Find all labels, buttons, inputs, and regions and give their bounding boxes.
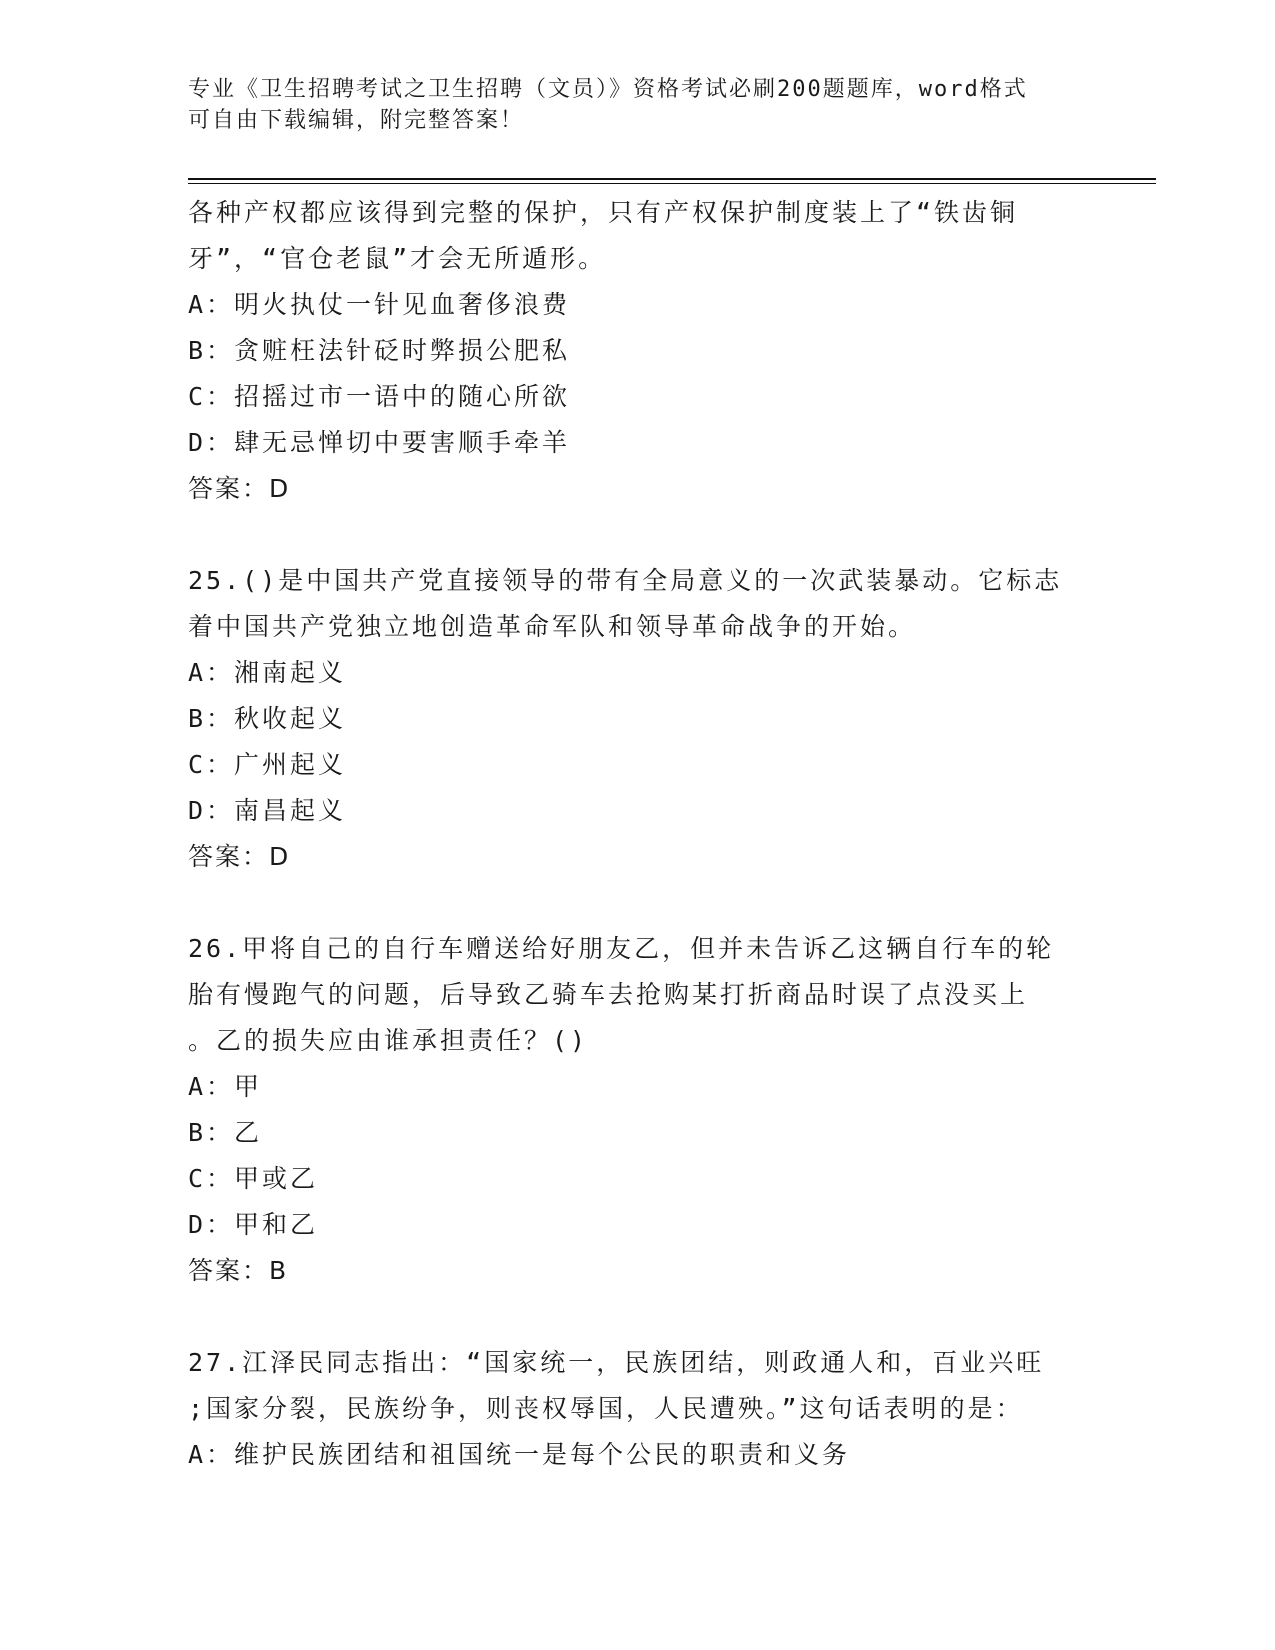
option-d: D：甲和乙 — [188, 1210, 319, 1239]
question-24 — [188, 190, 1088, 512]
header-divider-thick — [188, 178, 1156, 180]
answer-line: 答案：D — [188, 474, 291, 503]
option-a: A：明火执仗一针见血奢侈浪费 — [188, 290, 571, 319]
question-text-line: 牙”，“官仓老鼠”才会无所遁形。 — [188, 244, 607, 273]
answer-line: 答案：D — [188, 842, 291, 871]
question-text-line: 26.甲将自己的自行车赠送给好朋友乙，但并未告诉乙这辆自行车的轮 — [188, 934, 1055, 963]
document-header — [188, 74, 1088, 136]
option-a: A：甲 — [188, 1072, 263, 1101]
option-d: D：南昌起义 — [188, 796, 347, 825]
question-spacer — [188, 880, 1088, 926]
question-spacer — [188, 1294, 1088, 1340]
option-b: B：秋收起义 — [188, 704, 347, 733]
option-b: B：贪赃枉法针砭时弊损公肥私 — [188, 336, 571, 365]
question-text-line: 胎有慢跑气的问题，后导致乙骑车去抢购某打折商品时误了点没买上 — [188, 980, 1029, 1009]
option-c: C：招摇过市一语中的随心所欲 — [188, 382, 571, 411]
question-text-line: 。乙的损失应由谁承担责任？() — [188, 1026, 589, 1055]
answer-line: 答案：B — [188, 1256, 289, 1285]
document-body — [188, 190, 1088, 1478]
question-text-line: 27.江泽民同志指出：“国家统一，民族团结，则政通人和，百业兴旺 — [188, 1348, 1045, 1377]
question-27 — [188, 1340, 1088, 1478]
question-text-line: 着中国共产党独立地创造革命军队和领导革命战争的开始。 — [188, 612, 917, 641]
option-d: D：肆无忌惮切中要害顺手牵羊 — [188, 428, 571, 457]
question-25 — [188, 558, 1088, 880]
option-c: C：甲或乙 — [188, 1164, 319, 1193]
question-text-line: 25.()是中国共产党直接领导的带有全局意义的一次武装暴动。它标志 — [188, 566, 1063, 595]
question-26 — [188, 926, 1088, 1294]
option-a: A：湘南起义 — [188, 658, 347, 687]
question-text-line: 各种产权都应该得到完整的保护，只有产权保护制度装上了“铁齿铜 — [188, 198, 1019, 227]
question-spacer — [188, 512, 1088, 558]
header-divider-thin — [188, 183, 1156, 184]
option-b: B：乙 — [188, 1118, 263, 1147]
header-line-2: 可自由下载编辑，附完整答案！ — [188, 108, 525, 133]
option-a: A：维护民族团结和祖国统一是每个公民的职责和义务 — [188, 1440, 851, 1469]
question-text-line: ;国家分裂，民族纷争，则丧权辱国，人民遭殃。”这句话表明的是： — [188, 1394, 1024, 1423]
option-c: C：广州起义 — [188, 750, 347, 779]
header-line-1: 专业《卫生招聘考试之卫生招聘（文员）》资格考试必刷200题题库，word格式 — [188, 77, 1028, 102]
